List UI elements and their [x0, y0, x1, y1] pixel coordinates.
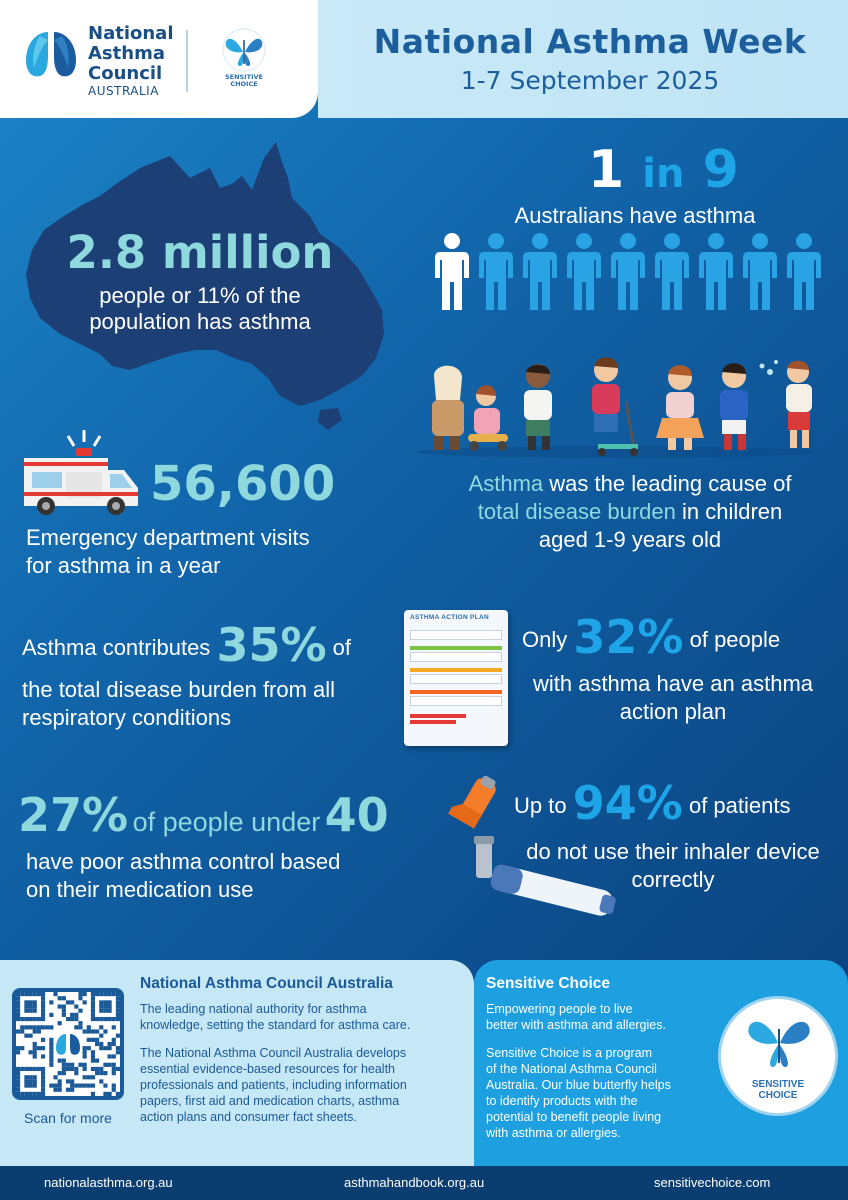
logo-divider — [186, 30, 188, 92]
person-icon — [696, 232, 736, 312]
population-number: 2.8 million — [66, 226, 334, 279]
action-plan-number: 32% — [573, 610, 684, 664]
person-icon — [652, 232, 692, 312]
people-pictogram — [432, 232, 832, 312]
respiratory-number: 35% — [216, 618, 327, 672]
org-name-line3: Council — [88, 63, 163, 84]
person-highlighted-icon — [432, 232, 472, 312]
ed-visits-line2: for asthma in a year — [26, 553, 221, 578]
action-plan-yellow-bar — [410, 668, 502, 672]
link-nationalasthma[interactable]: nationalasthma.org.au — [44, 1175, 173, 1190]
under40-line2: have poor asthma control based — [26, 849, 341, 874]
respiratory-line1 — [22, 618, 352, 672]
ratio-number-b: 9 — [702, 140, 739, 200]
respiratory-prefix: Asthma contributes — [22, 635, 211, 660]
orange-inhaler-icon — [444, 774, 506, 836]
inhaler-line3: correctly — [631, 867, 715, 892]
respiratory-line2: the total disease burden from all — [22, 677, 336, 702]
action-plan-red-bar — [410, 720, 456, 724]
nac-body-line4: papers, first aid and medication charts, asthma — [140, 1094, 400, 1108]
population-line1: people or 11% of the — [99, 283, 301, 308]
link-asthmahandbook[interactable]: asthmahandbook.org.au — [344, 1175, 485, 1190]
action-plan-field — [410, 630, 502, 640]
sc-body-line2: of the National Asthma Council — [486, 1062, 657, 1076]
sc-body-line1: Sensitive Choice is a program — [486, 1046, 653, 1060]
children-highlight-asthma: Asthma — [468, 471, 544, 496]
nac-lead-line1: The leading national authority for asthma — [140, 1002, 367, 1016]
sc-body-line3: Australia. Our blue butterfly helps — [486, 1078, 671, 1092]
children-playing-illustration-icon — [398, 352, 834, 462]
inhaler-number: 94% — [572, 776, 683, 830]
action-plan-green-bar — [410, 646, 502, 650]
qr-pattern-icon — [16, 992, 120, 1096]
nac-heading: National Asthma Council Australia — [140, 975, 393, 992]
action-plan-field — [410, 674, 502, 684]
under40-number: 27% — [18, 788, 129, 842]
action-plan-line3: action plan — [619, 699, 727, 724]
action-plan-prefix: Only — [522, 627, 568, 652]
children-highlight-burden: total disease burden — [477, 499, 676, 524]
nac-lead-line2: knowledge, setting the standard for asthma care. — [140, 1018, 411, 1032]
ratio-stat — [588, 140, 739, 204]
event-date: 1-7 September 2025 — [460, 66, 720, 95]
sensitive-choice-badge-butterfly-icon — [743, 1011, 815, 1075]
nac-body-line3: professionals and patients, including information — [140, 1078, 407, 1092]
ratio-word-in: in — [642, 151, 685, 197]
under40-line3: on their medication use — [26, 877, 254, 902]
sensitive-choice-badge — [718, 996, 838, 1116]
person-icon — [564, 232, 604, 312]
action-plan-line2: with asthma have an asthma — [532, 671, 814, 696]
action-plan-suffix: of people — [689, 627, 781, 652]
qr-code[interactable] — [12, 988, 124, 1100]
inhaler-line1 — [514, 776, 791, 830]
nac-lungs-logo-icon — [22, 26, 80, 82]
children-line3: aged 1-9 years old — [538, 527, 722, 552]
ratio-caption: Australians have asthma — [514, 203, 756, 228]
under40-middle: of people under — [132, 807, 321, 837]
person-icon — [520, 232, 560, 312]
inhaler-suffix: of patients — [688, 793, 791, 818]
sc-body-line6: with asthma or allergies. — [486, 1126, 621, 1140]
respiratory-suffix: of — [332, 635, 352, 660]
sc-lead-line1: Empowering people to live — [486, 1002, 633, 1016]
person-icon — [740, 232, 780, 312]
inhaler-prefix: Up to — [514, 793, 567, 818]
population-line2: population has asthma — [89, 309, 311, 334]
children-line2 — [420, 498, 840, 525]
org-country: AUSTRALIA — [88, 84, 159, 98]
under40-age: 40 — [324, 788, 389, 842]
sc-body-line5: potential to benefit people living — [486, 1110, 662, 1124]
action-plan-card-icon — [404, 610, 508, 746]
children-text1: was the leading cause of — [543, 471, 792, 496]
sc-body-line4: to identify products with the — [486, 1094, 638, 1108]
partner-logo-line1: SENSITIVE — [225, 73, 263, 81]
page-title: National Asthma Week — [373, 22, 807, 61]
respiratory-line3: respiratory conditions — [22, 705, 232, 730]
org-name-line1: National — [88, 23, 174, 44]
nac-body-line2: essential evidence-based resources for health — [140, 1062, 396, 1076]
person-icon — [476, 232, 516, 312]
under40-line1 — [18, 788, 389, 842]
ed-visits-line1: Emergency department visits — [26, 525, 310, 550]
badge-line2: CHOICE — [758, 1090, 798, 1101]
action-plan-red-bar — [410, 714, 466, 718]
sensitive-choice-butterfly-icon — [214, 28, 274, 72]
children-line1 — [420, 470, 840, 497]
action-plan-line1 — [522, 610, 781, 664]
action-plan-card-title: ASTHMA ACTION PLAN — [410, 614, 489, 621]
sc-lead-line2: better with asthma and allergies. — [486, 1018, 666, 1032]
ratio-number-a: 1 — [588, 140, 625, 200]
badge-line1: SENSITIVE — [751, 1079, 805, 1090]
ed-visits-number: 56,600 — [150, 456, 336, 512]
inhaler-line2: do not use their inhaler device — [526, 839, 820, 864]
children-text2: in children — [675, 499, 783, 524]
nac-body-line1: The National Asthma Council Australia develops — [140, 1046, 407, 1060]
action-plan-field — [410, 696, 502, 706]
qr-caption: Scan for more — [24, 1110, 112, 1126]
sc-heading: Sensitive Choice — [486, 975, 611, 992]
action-plan-field — [410, 652, 502, 662]
org-name-line2: Asthma — [88, 43, 165, 64]
link-sensitivechoice[interactable]: sensitivechoice.com — [654, 1175, 771, 1190]
nac-body-line5: action plans and consumer fact sheets. — [140, 1110, 357, 1124]
action-plan-orange-bar — [410, 690, 502, 694]
person-icon — [608, 232, 648, 312]
partner-logo-line2: CHOICE — [230, 80, 258, 88]
person-icon — [784, 232, 824, 312]
ambulance-icon — [20, 426, 142, 516]
